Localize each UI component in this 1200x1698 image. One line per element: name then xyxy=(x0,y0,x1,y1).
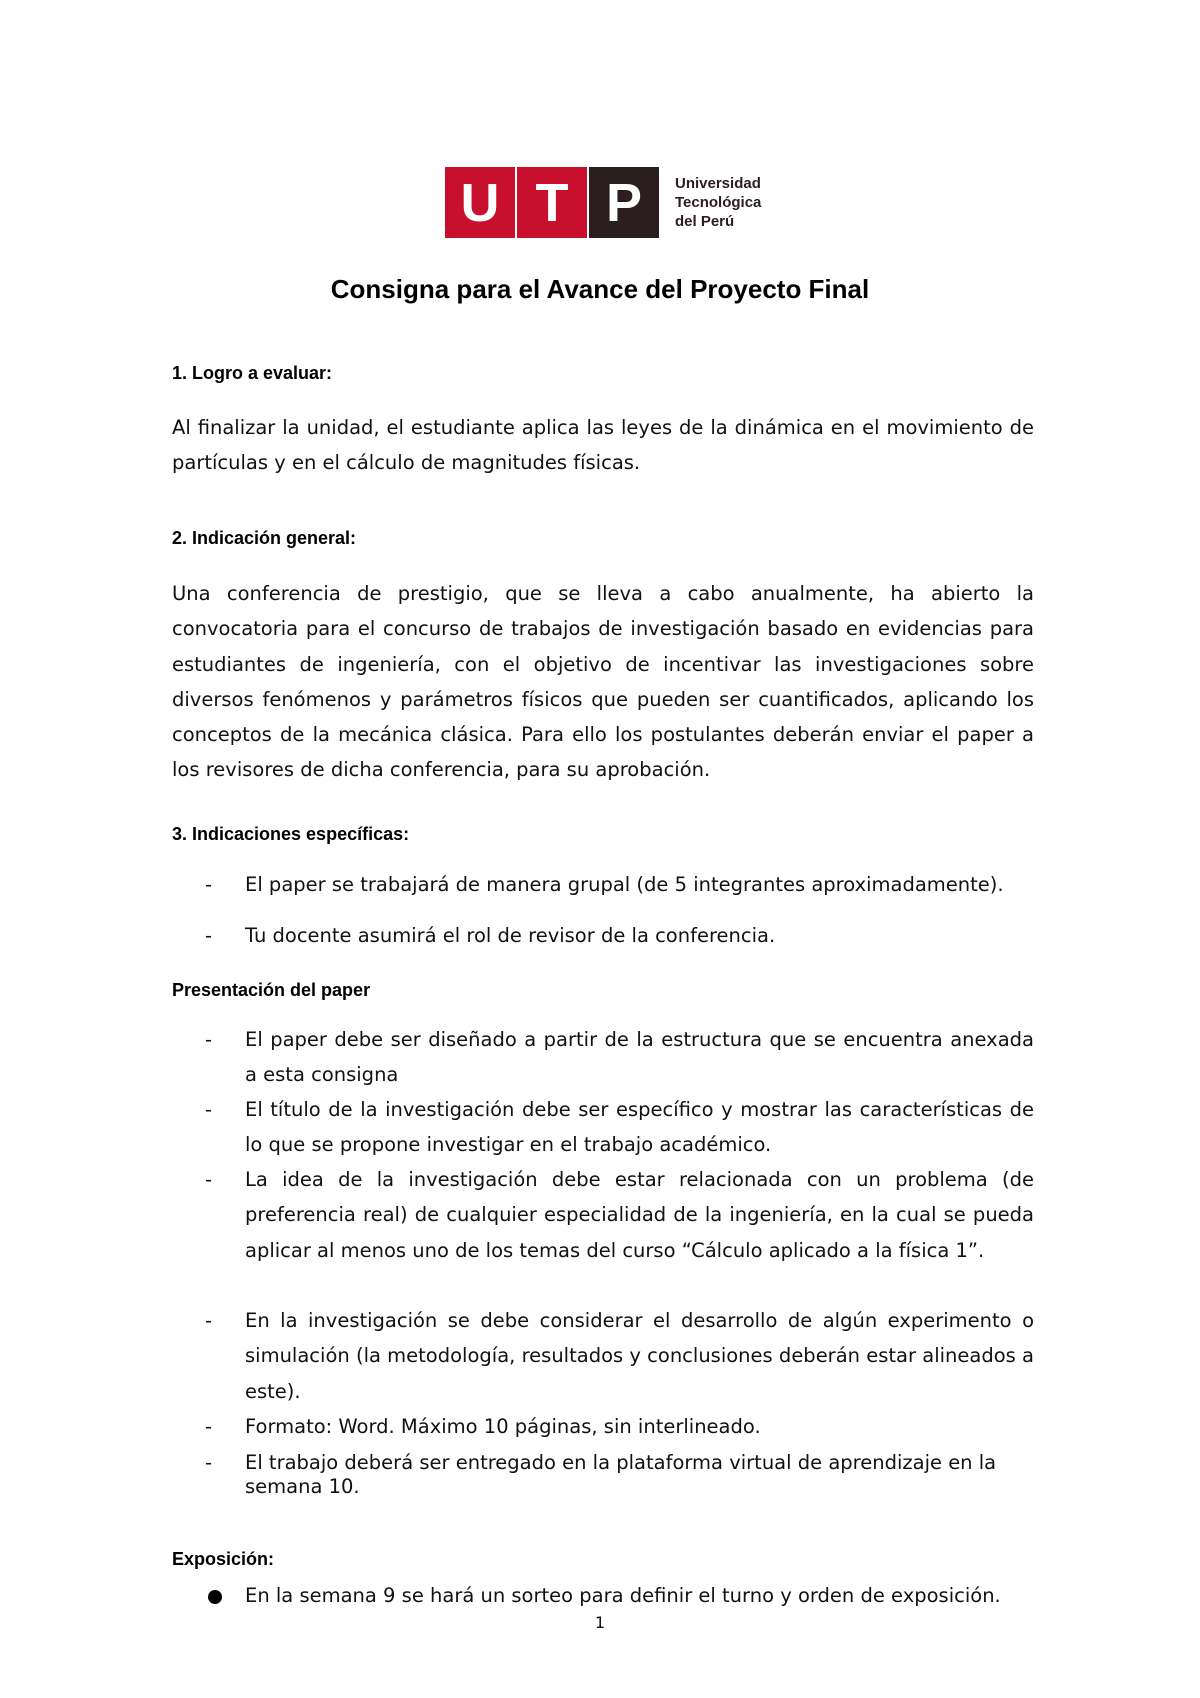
page-number: 1 xyxy=(594,1613,606,1632)
logo-line-3: del Perú xyxy=(675,213,735,230)
list-dash: - xyxy=(205,1451,213,1474)
list-item xyxy=(172,1303,1034,1409)
logo-line-1: Universidad xyxy=(675,175,761,192)
list-dash: - xyxy=(205,1168,213,1191)
list-dash: - xyxy=(205,1309,213,1332)
list-item-text: La idea de la investigación debe estar relacionada con un problema (de preferencia real) de cualquier especialidad de la ingeniería, en la cual se pueda aplicar al menos uno de los temas del curso “Cálculo aplicado a la física 1”. xyxy=(245,1168,1034,1262)
list-dash: - xyxy=(205,1098,213,1121)
list-item-text: Tu docente asumirá el rol de revisor de la conferencia. xyxy=(245,924,776,947)
list-item xyxy=(172,1092,1034,1163)
list-item xyxy=(172,1409,1034,1444)
list-item-text: Formato: Word. Máximo 10 páginas, sin interlineado. xyxy=(245,1415,761,1438)
section-1-text: Al finalizar la unidad, el estudiante aplica las leyes de la dinámica en el movimiento de partículas y en el cálculo de magnitudes físicas. xyxy=(172,416,1034,475)
list-item xyxy=(172,1022,1034,1093)
list-item xyxy=(172,1578,1034,1613)
list-dash: - xyxy=(205,924,213,947)
logo-wordmark xyxy=(675,174,761,231)
list-dash: - xyxy=(205,873,213,896)
logo-letter-p: P xyxy=(589,167,659,238)
list-dash: - xyxy=(205,1415,213,1438)
logo-letter-u: U xyxy=(445,167,515,238)
list-item xyxy=(172,867,1034,902)
logo-line-2: Tecnológica xyxy=(675,194,762,211)
section-3-heading: 3. Indicaciones específicas: xyxy=(172,824,410,844)
list-item-text: El paper debe ser diseñado a partir de la estructura que se encuentra anexada a esta consigna xyxy=(245,1028,1034,1087)
list-item xyxy=(172,918,1034,953)
list-dash: - xyxy=(205,1028,213,1051)
list-item-text: En la semana 9 se hará un sorteo para definir el turno y orden de exposición. xyxy=(245,1584,1001,1607)
exposicion-heading: Exposición: xyxy=(172,1549,275,1569)
list-item-text: El paper se trabajará de manera grupal (de 5 integrantes aproximadamente). xyxy=(245,873,1004,896)
section-1-heading: 1. Logro a evaluar: xyxy=(172,363,333,383)
logo-letter-t: T xyxy=(517,167,587,238)
utp-logo xyxy=(445,167,761,238)
presentacion-heading: Presentación del paper xyxy=(172,980,371,1000)
list-item-text: En la investigación se debe considerar el desarrollo de algún experimento o simulación (la metodología, resultados y conclusiones deberán estar alineados a este). xyxy=(245,1309,1034,1403)
list-item xyxy=(172,1451,1034,1499)
section-2-heading: 2. Indicación general: xyxy=(172,528,357,548)
list-item xyxy=(172,1162,1034,1268)
section-2-text: Una conferencia de prestigio, que se lleva a cabo anualmente, ha abierto la convocatoria para el concurso de trabajos de investigación basado en evidencias para estudiantes de ingeniería, con el objetivo de incentivar las investigaciones sobre diversos fenómenos y parámetros físicos que pueden ser cuantificados, aplicando los conceptos de la mecánica clásica. Para ello los postulantes deberán enviar el paper a los revisores de dicha conferencia, para su aprobación. xyxy=(172,582,1034,782)
list-item-text: El título de la investigación debe ser específico y mostrar las características de lo que se propone investigar en el trabajo académico. xyxy=(245,1098,1034,1157)
list-item-text: El trabajo deberá ser entregado en la plataforma virtual de aprendizaje en la semana 10. xyxy=(245,1451,997,1498)
document-title: Consigna para el Avance del Proyecto Final xyxy=(330,274,870,304)
